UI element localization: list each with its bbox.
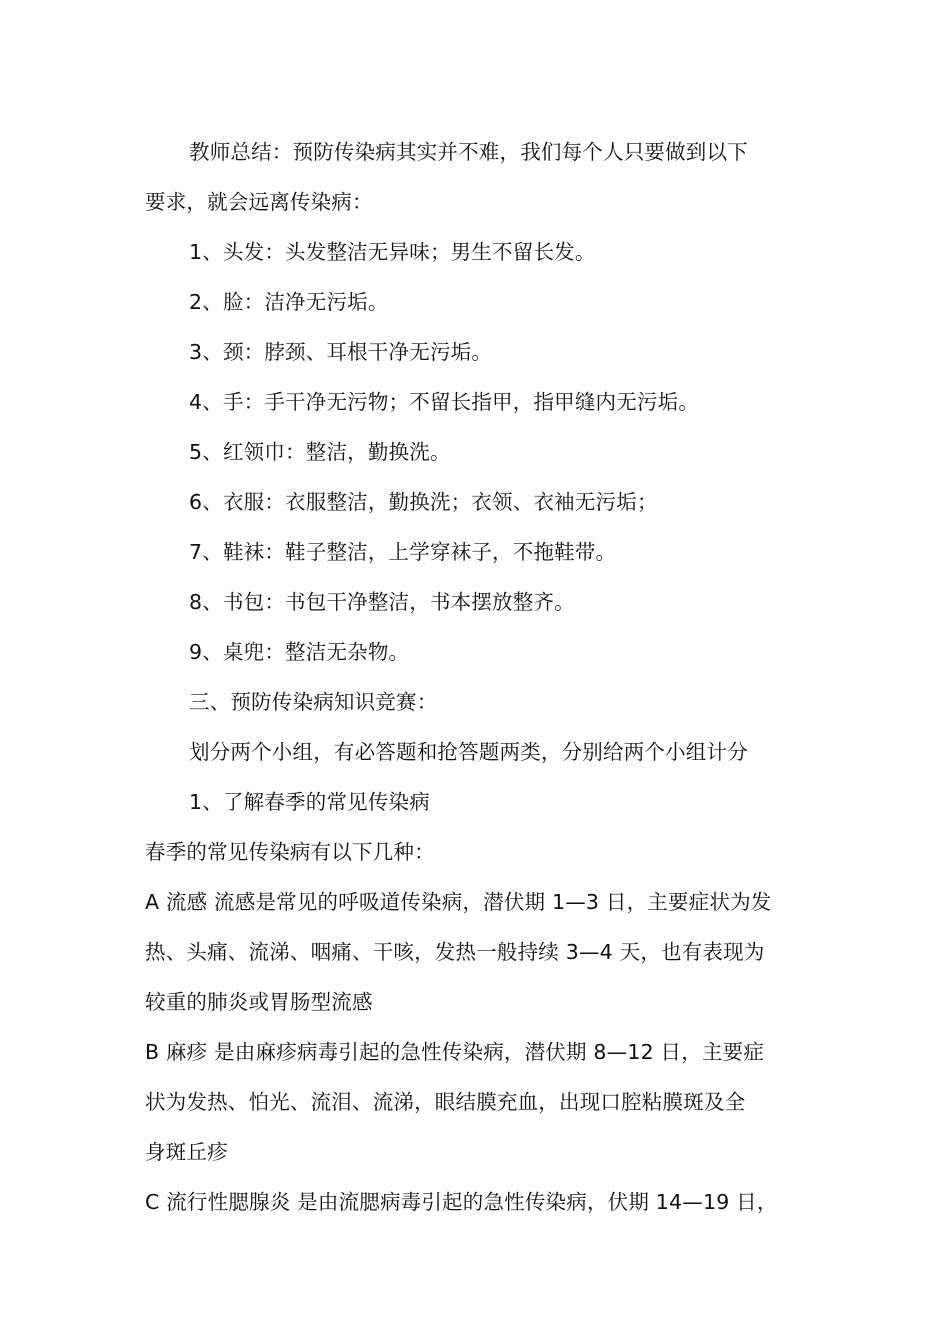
list-item-shoes-socks: 7、鞋袜：鞋子整洁，上学穿袜子，不拖鞋带。 bbox=[189, 540, 617, 564]
subsection-heading-spring-diseases: 1、了解春季的常见传染病 bbox=[189, 790, 430, 814]
paragraph-flu-line-3: 较重的肺炎或胃肠型流感 bbox=[145, 990, 373, 1014]
list-item-neck: 3、颈：脖颈、耳根干净无污垢。 bbox=[189, 340, 493, 364]
list-item-schoolbag: 8、书包：书包干净整洁，书本摆放整齐。 bbox=[189, 590, 575, 614]
list-item-desk: 9、桌兜：整洁无杂物。 bbox=[189, 640, 410, 664]
summary-line-2: 要求，就会远离传染病： bbox=[145, 190, 373, 214]
section-heading-quiz: 三、预防传染病知识竞赛： bbox=[189, 690, 438, 714]
paragraph-flu-line-1: A 流感 流感是常见的呼吸道传染病，潜伏期 1—3 日，主要症状为发 bbox=[145, 890, 772, 914]
quiz-instructions: 划分两个小组，有必答题和抢答题两类，分别给两个小组计分 bbox=[189, 740, 748, 764]
list-item-face: 2、脸：洁净无污垢。 bbox=[189, 290, 389, 314]
list-item-red-scarf: 5、红领巾：整洁，勤换洗。 bbox=[189, 440, 451, 464]
paragraph-measles-line-1: B 麻疹 是由麻疹病毒引起的急性传染病，潜伏期 8—12 日，主要症 bbox=[145, 1040, 765, 1064]
paragraph-flu-line-2: 热、头痛、流涕、咽痛、干咳，发热一般持续 3—4 天，也有表现为 bbox=[145, 940, 765, 964]
paragraph-intro: 春季的常见传染病有以下几种： bbox=[145, 840, 435, 864]
list-item-clothes: 6、衣服：衣服整洁，勤换洗；衣领、衣袖无污垢； bbox=[189, 490, 658, 514]
paragraph-mumps-line-1: C 流行性腮腺炎 是由流腮病毒引起的急性传染病，伏期 14—19 日， bbox=[145, 1190, 778, 1214]
paragraph-measles-line-2: 状为发热、怕光、流泪、流涕，眼结膜充血，出现口腔粘膜斑及全 bbox=[145, 1090, 746, 1114]
list-item-hands: 4、手：手干净无污物；不留长指甲，指甲缝内无污垢。 bbox=[189, 390, 700, 414]
paragraph-measles-line-3: 身斑丘疹 bbox=[145, 1140, 228, 1164]
document-body bbox=[145, 127, 810, 1227]
summary-line-1: 教师总结：预防传染病其实并不难，我们每个人只要做到以下 bbox=[189, 140, 748, 164]
list-item-hair: 1、头发：头发整洁无异味；男生不留长发。 bbox=[189, 240, 596, 264]
